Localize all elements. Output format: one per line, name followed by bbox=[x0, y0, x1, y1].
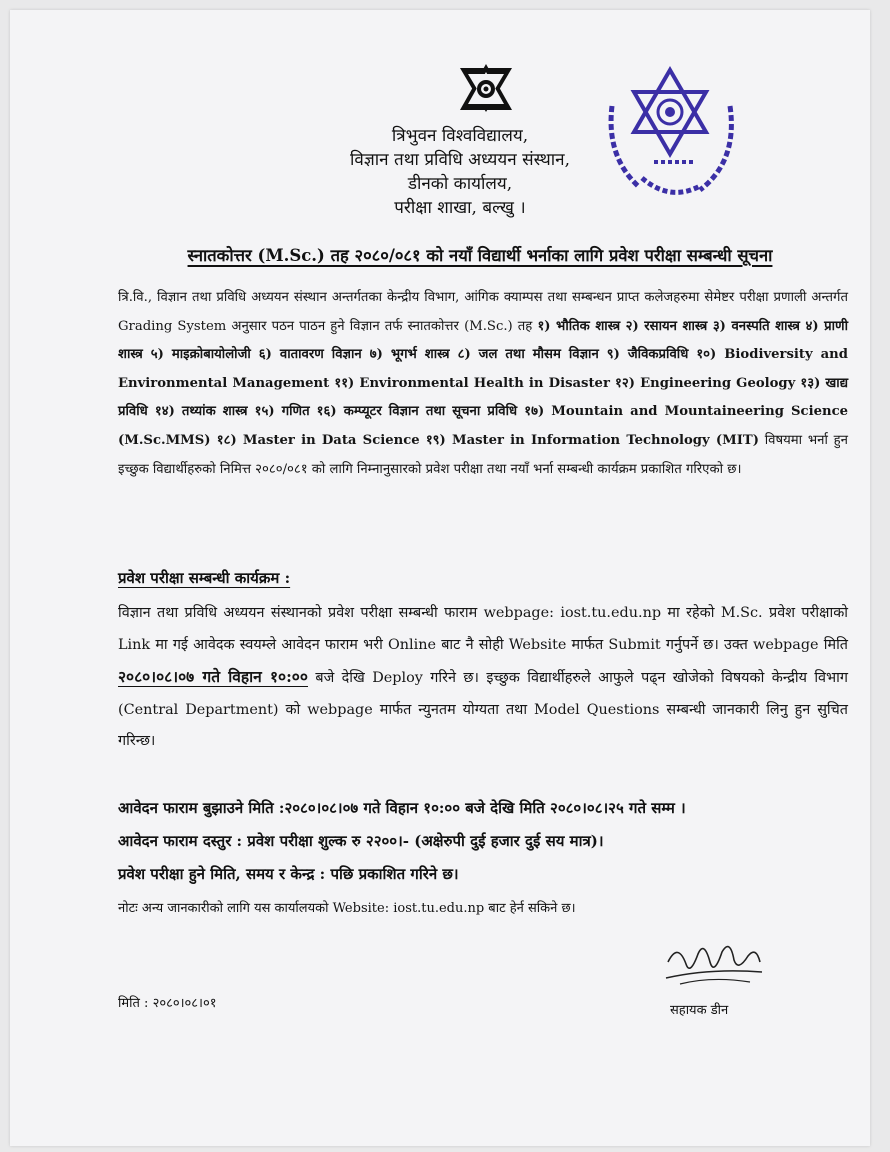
subject-list: १) भौतिक शास्त्र २) रसायन शास्त्र ३) वनस्पति शास्त्र ४) प्राणी शास्त्र ५) माइक्रोबायोलोजी ६) वातावरण विज्ञान ७) भूगर्भ शास्त्र ८) जल तथा मौसम विज्ञान ९) जैविकप्रविधि १०) Biodiversity and Environmental Management ११) Environmental Health in Disaster १२) Engineering Geology १३) खाद्य प्रविधि १४) तथ्यांक शास्त्र १५) गणित १६) कम्प्यूटर विज्ञान तथा सूचना प्रविधि १७) Mountain and Mountaineering Science (M.Sc.MMS) १८) Master in Data Science १९) Master in Information Technology (MIT) bbox=[118, 318, 848, 448]
application-fee-line: आवेदन फाराम दस्तुर : प्रवेश परीक्षा शुल्क रु २२००।- (अक्षेरुपी दुई हजार दुई सय मात्र)। bbox=[118, 832, 604, 850]
signatory-title: सहायक डीन bbox=[670, 1003, 729, 1018]
intro-text-start: त्रि.वि., विज्ञान तथा प्रविधि अध्ययन संस्थान अन्तर्गतका केन्द्रीय विभाग, आंगिक क्याम्पस तथा सम्बन्धन प्राप्त कलेजहरुमा सेमेष्टर परीक्षा प्रणाली अन्तर्गत Grading System अनुसार पठन पाठन हुने विज्ञान तर्फ स्नातकोत्तर (M.Sc.) तह bbox=[118, 290, 848, 334]
office-seal-stamp bbox=[598, 66, 748, 206]
header-institute: विज्ञान तथा प्रविधि अध्ययन संस्थान, bbox=[350, 150, 570, 170]
issue-date: मिति : २०८०।०८।०१ bbox=[118, 996, 217, 1011]
submission-date-line: आवेदन फाराम बुझाउने मिति :२०८०।०८।०७ गते विहान १०:०० बजे देखि मिति २०८०।०८।२५ गते सम्म । bbox=[118, 799, 686, 817]
website-note: नोटः अन्य जानकारीको लागि यस कार्यालयको Website: iost.tu.edu.np बाट हेर्न सकिने छ। bbox=[118, 901, 576, 916]
handwritten-signature bbox=[660, 932, 770, 997]
program-text-start: विज्ञान तथा प्रविधि अध्ययन संस्थानको प्रवेश परीक्षा सम्बन्धी फाराम webpage: iost.tu.edu.np मा रहेको M.Sc. प्रवेश परीक्षाको Link मा गई आवेदक स्वयम्ले आवेदन फाराम भरी Online बाट नै सोही Website मार्फत Submit गर्नुपर्ने छ। उक्त webpage मिति bbox=[118, 605, 848, 653]
program-heading: प्रवेश परीक्षा सम्बन्धी कार्यक्रम : bbox=[118, 569, 291, 587]
notice-document bbox=[10, 10, 870, 1146]
header-office: डीनको कार्यालय, bbox=[407, 174, 513, 194]
notice-title bbox=[110, 243, 850, 266]
header-section: परीक्षा शाखा, बल्खु । bbox=[394, 198, 526, 218]
deploy-date-highlight: २०८०।०८।०७ गते विहान १०:०० bbox=[118, 667, 308, 686]
office-header bbox=[310, 124, 610, 220]
program-text-end: बजे देखि Deploy गरिने छ। इच्छुक विद्यार्थीहरुले आफुले पढ्न खोजेको विषयको केन्द्रीय विभाग (Central Department) को webpage मार्फत न्युनतम योग्यता तथा Model Questions सम्बन्धी जानकारी लिनु हुन सुचित गरिन्छ। bbox=[118, 670, 849, 749]
exam-schedule-line: प्रवेश परीक्षा हुने मिति, समय र केन्द्र : पछि प्रकाशित गरिने छ। bbox=[118, 865, 459, 883]
intro-text-end: विषयमा भर्ना हुन इच्छुक विद्यार्थीहरुको निमित्त २०८०/०८१ को लागि निम्नानुसारको प्रवेश परीक्षा तथा नयाँ भर्ना सम्बन्धी कार्यक्रम प्रकाशित गरिएको छ। bbox=[118, 432, 848, 477]
program-paragraph bbox=[118, 598, 848, 758]
notice-title-text: स्नातकोत्तर (M.Sc.) तह २०८०/०८१ को नयाँ विद्यार्थी भर्नाका लागि प्रवेश परीक्षा सम्बन्धी सूचना bbox=[187, 246, 773, 265]
header-university: त्रिभुवन विश्वविद्यालय, bbox=[391, 126, 529, 146]
intro-paragraph bbox=[118, 284, 848, 484]
university-emblem-icon bbox=[457, 62, 515, 114]
